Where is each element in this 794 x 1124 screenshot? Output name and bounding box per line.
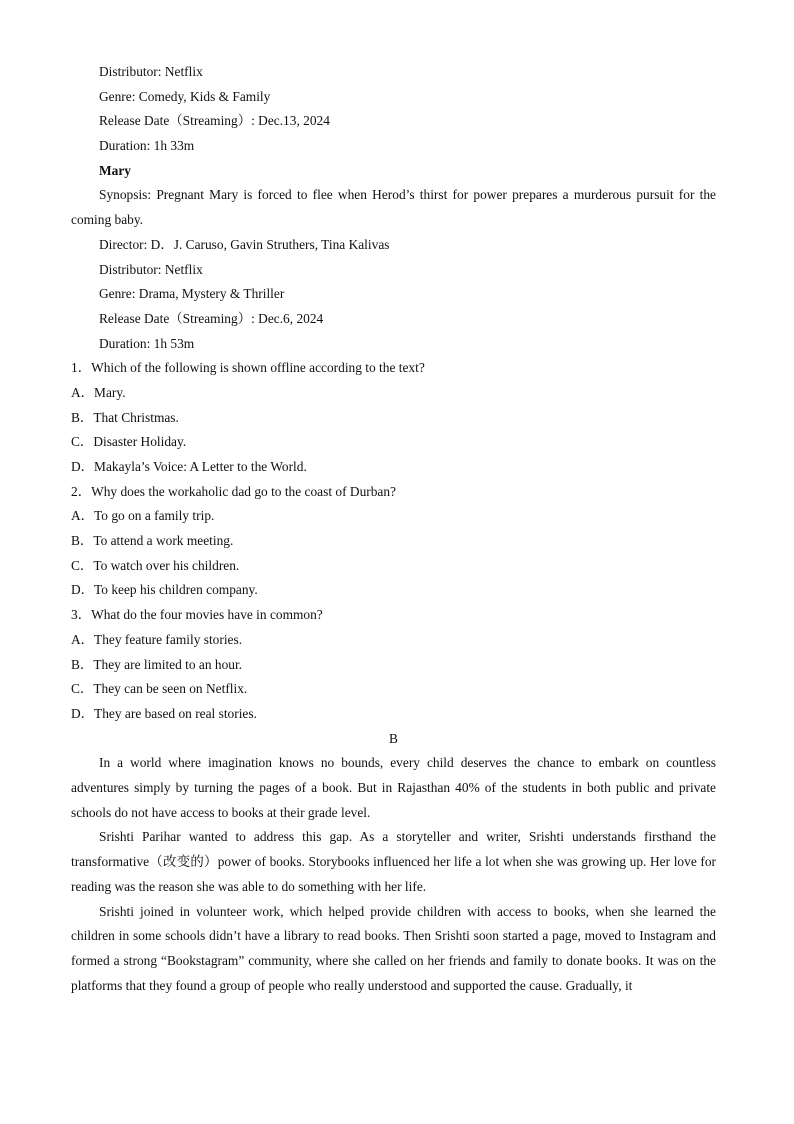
question-3-stem: 3．What do the four movies have in common?	[71, 607, 323, 623]
question-2-stem: 2．Why does the workaholic dad go to the coast of Durban?	[71, 483, 397, 499]
section-b-paragraph-2: Srishti Parihar wanted to address this gap. As a storyteller and writer, Srishti understands firsthand the transformative（改变的）power of books. Storybooks influenced her life a lot when she was growing up. Her love for reading was the reason she was able to do something with her life.	[71, 829, 716, 894]
mary-distributor: Distributor: Netflix	[99, 261, 203, 277]
mary-title: Mary	[99, 162, 131, 178]
mary-duration: Duration: 1h 53m	[99, 335, 195, 351]
section-b-paragraph-3: Srishti joined in volunteer work, which helped provide children with access to books, when she learned the children in some schools didn’t have a library to read books. Then Srishti soon started a page, moved to Instagram and formed a strong “Bookstagram” community, where she called on her friends and family to donate books. It was on the platforms that they found a group of people who really understood and supported the cause. Gradually, it	[71, 903, 716, 993]
question-2-option-a: A．To go on a family trip.	[71, 508, 215, 524]
question-2-option-c: C．To watch over his children.	[71, 557, 240, 573]
movie-duration: Duration: 1h 33m	[99, 138, 195, 154]
question-1-option-c: C．Disaster Holiday.	[71, 434, 187, 450]
question-2-option-b: B．To attend a work meeting.	[71, 533, 234, 549]
movie-distributor: Distributor: Netflix	[99, 64, 203, 79]
mary-release-date: Release Date（Streaming）: Dec.6, 2024	[99, 310, 324, 326]
question-1-option-a: A．Mary.	[71, 384, 126, 400]
question-2-option-d: D．To keep his children company.	[71, 582, 258, 598]
question-3-option-c: C．They can be seen on Netflix.	[71, 681, 248, 697]
movie-release-date: Release Date（Streaming）: Dec.13, 2024	[99, 113, 330, 129]
section-b-heading: B	[389, 730, 398, 746]
question-3-option-d: D．They are based on real stories.	[71, 705, 257, 721]
movie-genre: Genre: Comedy, Kids & Family	[99, 88, 271, 104]
document-page	[71, 60, 716, 998]
mary-director: Director: D．J. Caruso, Gavin Struthers, Tina Kalivas	[99, 236, 390, 252]
question-1-option-b: B．That Christmas.	[71, 409, 179, 425]
question-3-option-a: A．They feature family stories.	[71, 631, 243, 647]
mary-genre: Genre: Drama, Mystery & Thriller	[99, 286, 285, 302]
mary-synopsis: Synopsis: Pregnant Mary is forced to flee when Herod’s thirst for power prepares a murderous pursuit for the coming baby.	[71, 187, 716, 228]
section-b-paragraph-1: In a world where imagination knows no bounds, every child deserves the chance to embark on countless adventures simply by turning the pages of a book. But in Rajasthan 40% of the students in both public and private schools do not have access to books at their grade level.	[71, 755, 716, 820]
question-1-option-d: D．Makayla’s Voice: A Letter to the World.	[71, 459, 307, 475]
question-3-option-b: B．They are limited to an hour.	[71, 656, 243, 672]
question-1-stem: 1．Which of the following is shown offline according to the text?	[71, 360, 425, 376]
